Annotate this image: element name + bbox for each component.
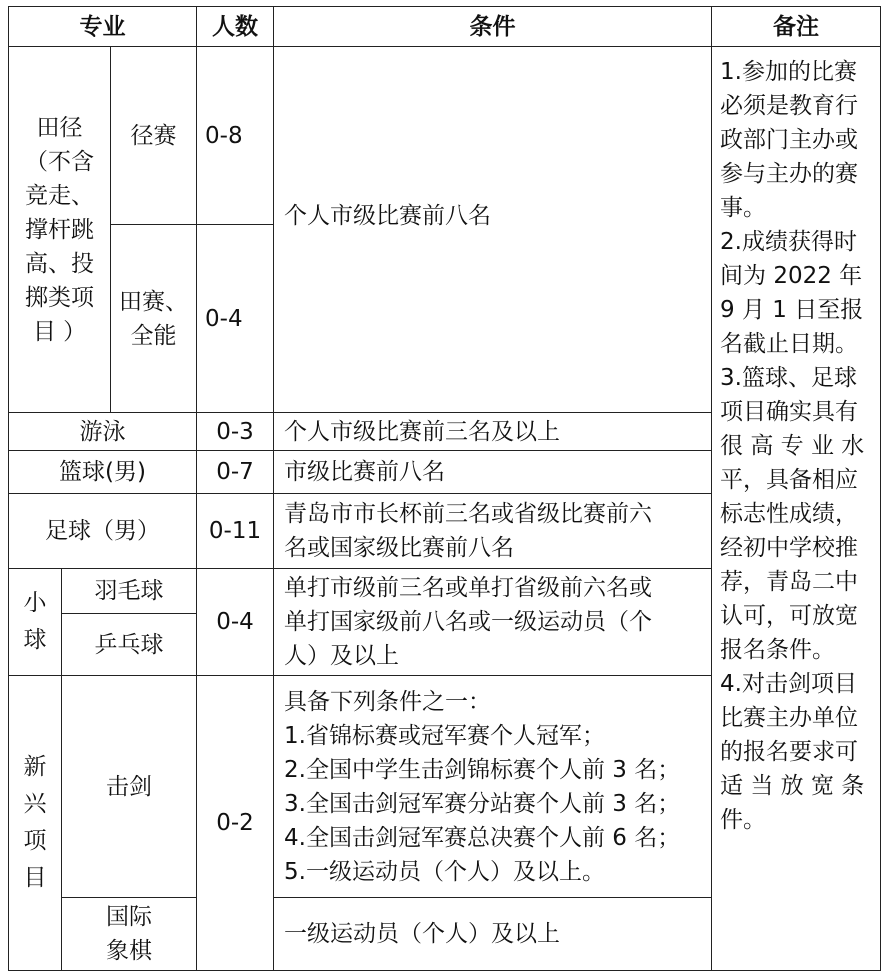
basketball-name: 篮球(男) xyxy=(9,451,197,494)
chess-name: 国际 象棋 xyxy=(62,898,197,971)
track-field-count: 0-4 xyxy=(197,225,274,413)
badminton-name: 羽毛球 xyxy=(62,569,197,614)
remarks-cell: 1.参加的比赛 必须是教育行 政部门主办或 参与主办的赛 事。 2.成绩获得时 间为 2022 年 9 月 1 日至报 名截止日期。 3.篮球、足球 项目确实具有 很 高 专 业 水 平，具备相应 标志性成绩， 经初中学校推 荐，青岛二中 认可，可放宽 报名条件。 4.对击剑项目 比赛主办单位 的报名要求可 适 当 放 宽 条 件。 xyxy=(712,47,881,971)
football-count: 0-11 xyxy=(197,494,274,569)
admissions-table xyxy=(8,6,881,971)
football-name: 足球（男） xyxy=(9,494,197,569)
header-condition: 条件 xyxy=(274,7,712,47)
header-count: 人数 xyxy=(197,7,274,47)
track-field-name: 田赛、 全能 xyxy=(111,225,197,413)
football-condition: 青岛市市长杯前三名或省级比赛前六 名或国家级比赛前八名 xyxy=(274,494,712,569)
chess-condition: 一级运动员（个人）及以上 xyxy=(274,898,712,971)
track-condition: 个人市级比赛前八名 xyxy=(274,47,712,413)
swimming-condition: 个人市级比赛前三名及以上 xyxy=(274,413,712,451)
fencing-condition: 具备下列条件之一： 1.省锦标赛或冠军赛个人冠军； 2.全国中学生击剑锦标赛个人前 3 名； 3.全国击剑冠军赛分站赛个人前 3 名； 4.全国击剑冠军赛总决赛个人前 6 名； 5.一级运动员（个人）及以上。 xyxy=(274,676,712,898)
track-group-cell: 田径 （不含 竞走、 撑杆跳 高、投 掷类项 目 ） xyxy=(9,47,111,413)
basketball-condition: 市级比赛前八名 xyxy=(274,451,712,494)
swimming-count: 0-3 xyxy=(197,413,274,451)
track-running-name: 径赛 xyxy=(111,47,197,225)
emerging-group-cell: 新 兴 项 目 xyxy=(9,676,62,971)
table-tennis-name: 乒乓球 xyxy=(62,614,197,676)
basketball-count: 0-7 xyxy=(197,451,274,494)
header-major: 专业 xyxy=(9,7,197,47)
swimming-name: 游泳 xyxy=(9,413,197,451)
track-running-count: 0-8 xyxy=(197,47,274,225)
emerging-count: 0-2 xyxy=(197,676,274,971)
header-remarks: 备注 xyxy=(712,7,881,47)
small-ball-group-cell: 小 球 xyxy=(9,569,62,676)
fencing-name: 击剑 xyxy=(62,676,197,898)
small-ball-condition: 单打市级前三名或单打省级前六名或 单打国家级前八名或一级运动员（个 人）及以上 xyxy=(274,569,712,676)
small-ball-count: 0-4 xyxy=(197,569,274,676)
table-row xyxy=(9,47,881,225)
header-row xyxy=(9,7,881,47)
